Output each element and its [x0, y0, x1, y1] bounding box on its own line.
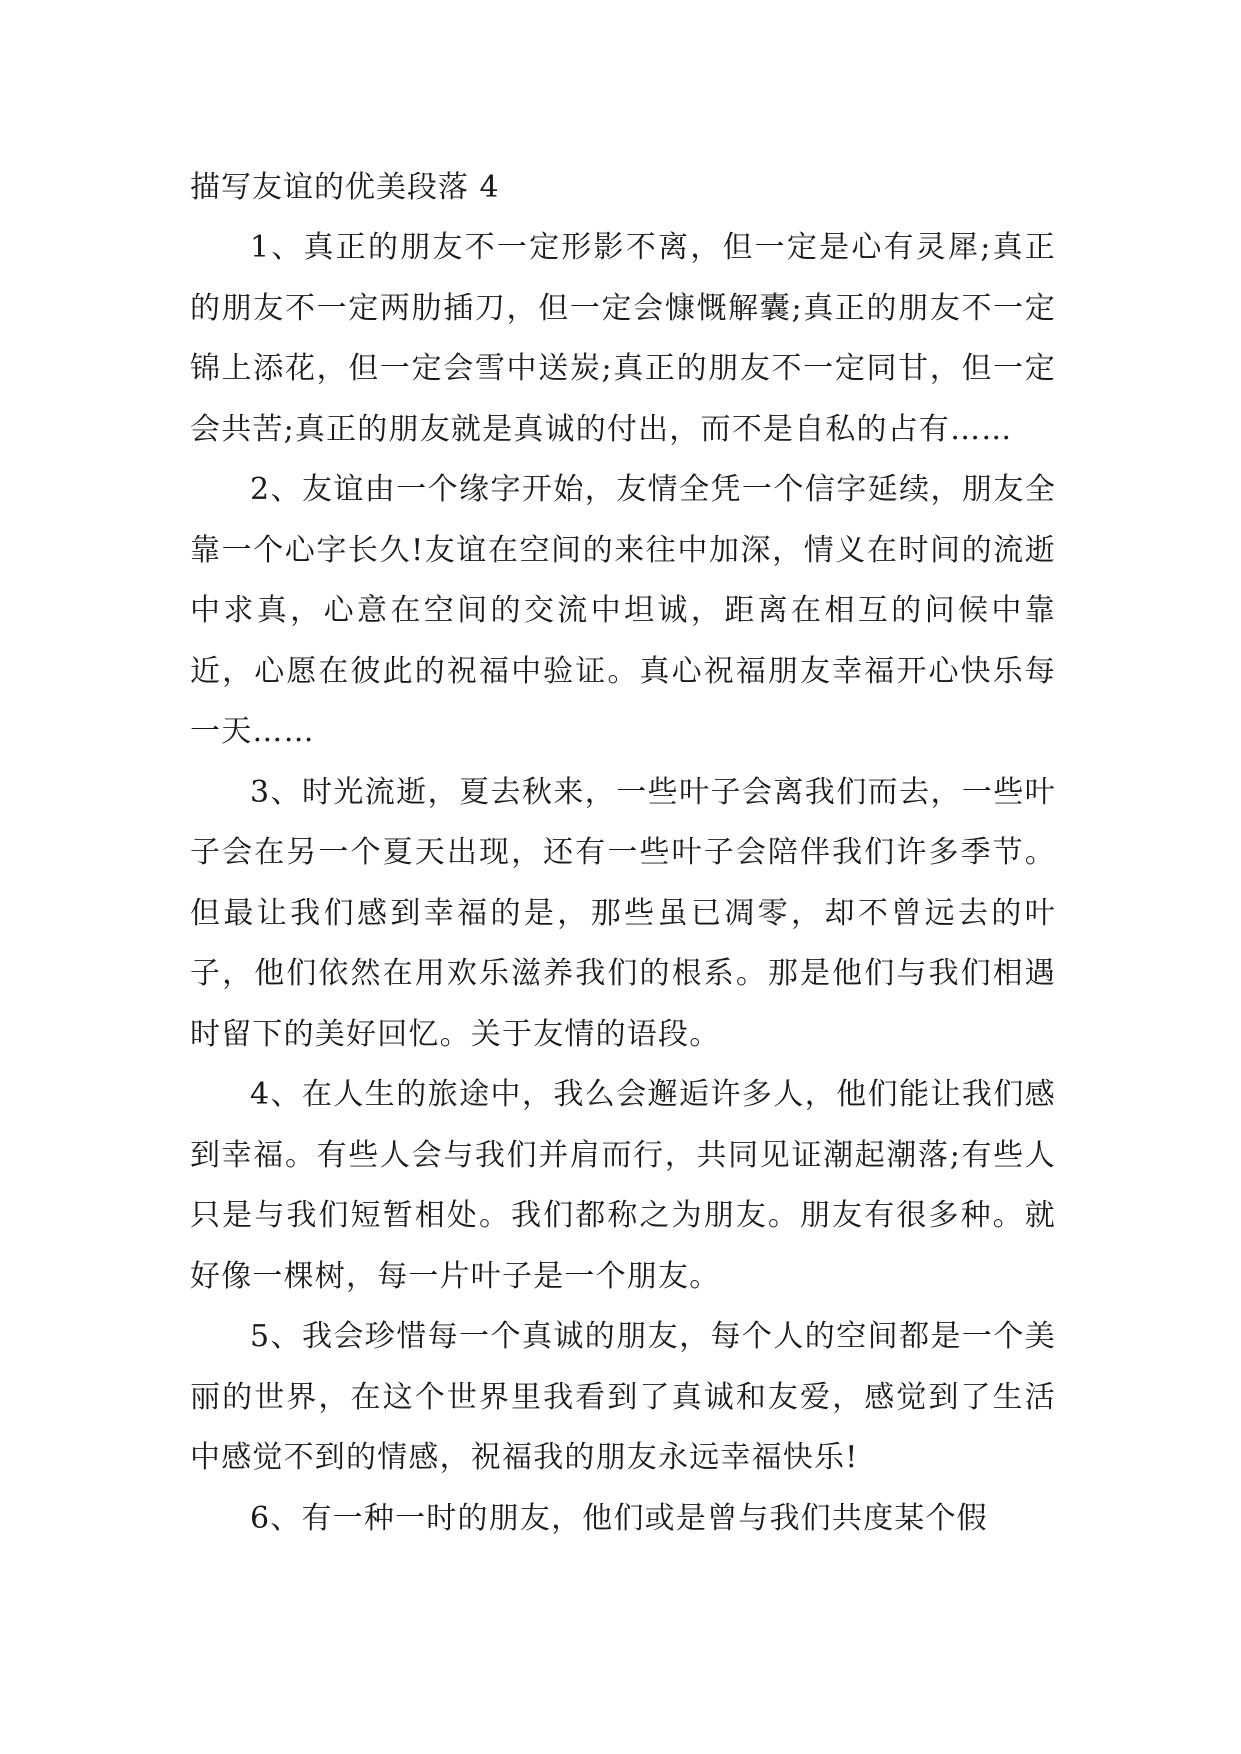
document-page [190, 158, 1056, 1549]
document-title: 描写友谊的优美段落 4 [190, 170, 500, 205]
paragraph-2: 2、友谊由一个缘字开始，友情全凭一个信字延续，朋友全靠一个心字长久!友谊在空间的来往中加深，情义在时间的流逝中求真，心意在空间的交流中坦诚，距离在相互的问候中靠近，心愿在彼此的祝福中验证。真心祝福朋友幸福开心快乐每一天…… [190, 472, 1056, 749]
paragraph-1: 1、真正的朋友不一定形影不离，但一定是心有灵犀;真正的朋友不一定两肋插刀，但一定会慷慨解囊;真正的朋友不一定锦上添花，但一定会雪中送炭;真正的朋友不一定同甘，但一定会共苦;真正的朋友就是真诚的付出，而不是自私的占有…… [190, 230, 1056, 447]
paragraph-5: 5、我会珍惜每一个真诚的朋友，每个人的空间都是一个美丽的世界，在这个世界里我看到了真诚和友爱，感觉到了生活中感觉不到的情感，祝福我的朋友永远幸福快乐! [190, 1319, 1056, 1475]
paragraph-4: 4、在人生的旅途中，我么会邂逅许多人，他们能让我们感到幸福。有些人会与我们并肩而行，共同见证潮起潮落;有些人只是与我们短暂相处。我们都称之为朋友。朋友有很多种。就好像一棵树，每一片叶子是一个朋友。 [190, 1077, 1056, 1294]
paragraph-6: 6、有一种一时的朋友，他们或是曾与我们共度某个假 [250, 1500, 988, 1536]
paragraph-3: 3、时光流逝，夏去秋来，一些叶子会离我们而去，一些叶子会在另一个夏天出现，还有一些叶子会陪伴我们许多季节。但最让我们感到幸福的是，那些虽已凋零，却不曾远去的叶子，他们依然在用欢乐滋养我们的根系。那是他们与我们相遇时留下的美好回忆。关于友情的语段。 [190, 774, 1056, 1052]
